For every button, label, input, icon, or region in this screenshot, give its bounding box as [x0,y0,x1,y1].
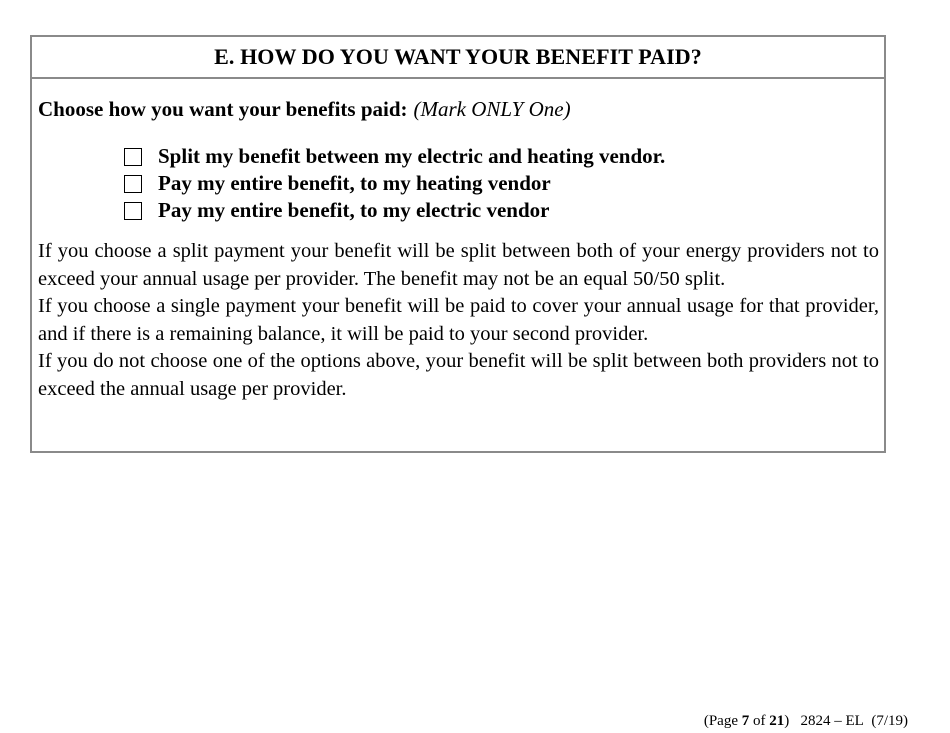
section-title: E. HOW DO YOU WANT YOUR BENEFIT PAID? [32,37,884,79]
option-heating-vendor[interactable] [124,170,665,197]
option-split-benefit[interactable] [124,143,665,170]
payment-options [124,143,665,224]
page-prefix: (Page [703,713,742,729]
prompt-hint: (Mark ONLY One) [413,97,571,121]
heating-vendor-checkbox[interactable] [124,175,142,193]
option-label: Pay my entire benefit, to my electric vendor [158,198,550,222]
electric-vendor-checkbox[interactable] [124,202,142,220]
option-electric-vendor[interactable] [124,197,665,224]
form-revision: (7/19) [871,713,908,729]
benefit-payment-section [30,35,886,453]
payment-prompt [38,97,571,122]
page-current: 7 [741,713,750,729]
page-of: of [749,713,770,729]
page-total: 21 [769,713,785,729]
default-payment-paragraph: If you do not choose one of the options above, your benefit will be split between both providers not to exceed the annual usage per provider. [38,350,879,400]
option-label: Pay my entire benefit, to my heating vendor [158,171,551,195]
prompt-label: Choose how you want your benefits paid: [38,97,408,121]
form-code: 2824 – EL [800,713,864,729]
payment-explanation [38,238,879,403]
page-suffix: ) [784,713,790,729]
option-label: Split my benefit between my electric and heating vendor. [158,144,666,168]
split-payment-paragraph: If you choose a split payment your benefit will be split between both of your energy providers not to exceed your annual usage per provider. The benefit may not be an equal 50/50 split. [38,240,879,290]
page-footer [704,713,908,730]
single-payment-paragraph: If you choose a single payment your benefit will be paid to cover your annual usage for that provider, and if there is a remaining balance, it will be paid to your second provider. [38,295,879,345]
split-benefit-checkbox[interactable] [124,148,142,166]
